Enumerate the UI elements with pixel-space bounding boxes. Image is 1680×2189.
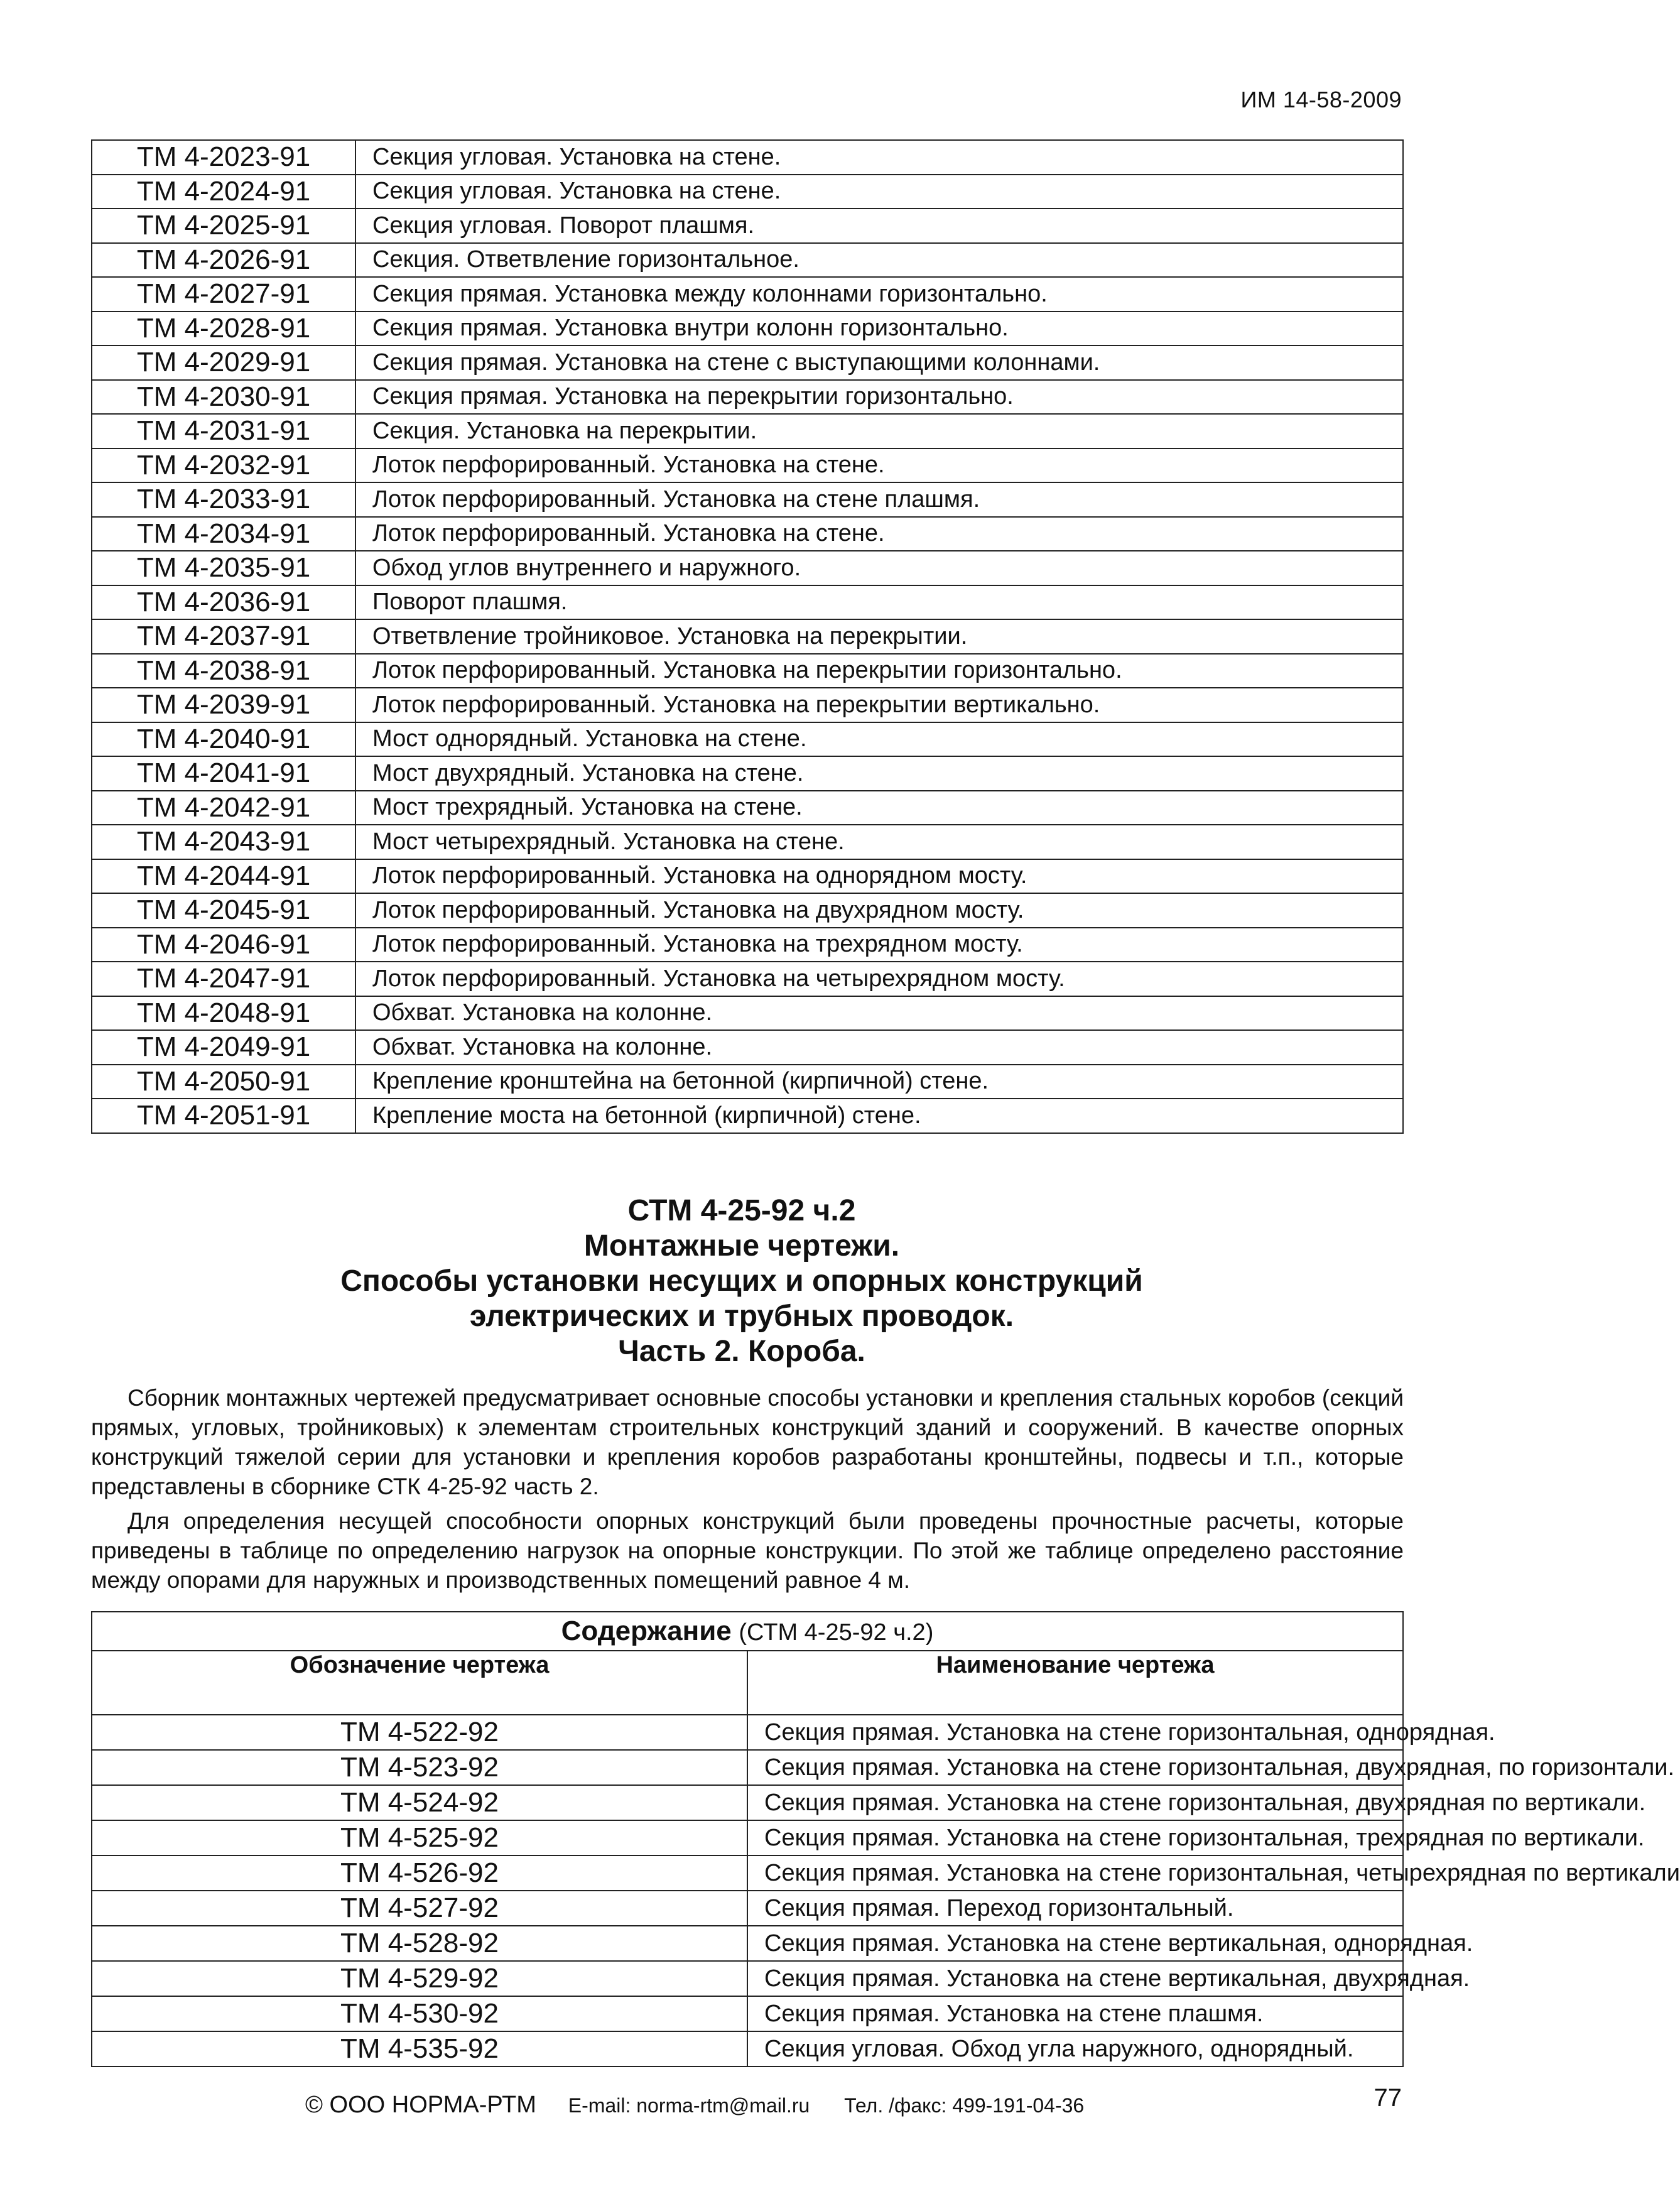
section-title-line: Монтажные чертежи.: [583, 1229, 900, 1263]
section-title-line: Часть 2. Короба.: [618, 1335, 865, 1368]
drawing-name-cell: Секция прямая. Установка на стене горизонтальная, четырехрядная по вертикали: [747, 1855, 1403, 1891]
footer-phone: Тел. /факс: 499-191-04-36: [844, 2094, 1085, 2117]
table-row: [92, 928, 1403, 962]
table-row: [92, 893, 1403, 928]
drawing-name-cell: Мост четырехрядный. Установка на стене.: [355, 825, 1403, 859]
drawing-name-cell: Секция. Ответвление горизонтальное.: [355, 243, 1403, 278]
table-row: [92, 2031, 1403, 2067]
table-row: [92, 380, 1403, 415]
section-title-line: Способы установки несущих и опорных конструкций: [340, 1264, 1143, 1298]
contents-table: [91, 1611, 1680, 2067]
drawing-name-cell: Мост трехрядный. Установка на стене.: [355, 791, 1403, 825]
table-row: [92, 1891, 1403, 1926]
drawing-code-cell: ТМ 4-527-92: [92, 1891, 747, 1926]
table-row: [92, 448, 1403, 483]
drawing-name-cell: Лоток перфорированный. Установка на четырехрядном мосту.: [355, 962, 1403, 996]
drawing-name-cell: Обхват. Установка на колонне.: [355, 1030, 1403, 1065]
drawing-code-cell: ТМ 4-2038-91: [92, 654, 355, 688]
drawing-name-cell: Лоток перфорированный. Установка на однорядном мосту.: [355, 859, 1403, 894]
drawing-name-cell: Секция угловая. Установка на стене.: [355, 175, 1403, 209]
table-row: [92, 962, 1403, 996]
footer-contacts: [305, 2092, 1084, 2119]
drawings-table-body: [92, 140, 1403, 1133]
drawing-code-cell: ТМ 4-2034-91: [92, 517, 355, 551]
table-row: [92, 1750, 1403, 1785]
table-row: [92, 243, 1403, 278]
drawing-code-cell: ТМ 4-535-92: [92, 2031, 747, 2067]
table-row: [92, 791, 1403, 825]
drawing-code-cell: ТМ 4-2047-91: [92, 962, 355, 996]
drawing-name-cell: Лоток перфорированный. Установка на трехрядном мосту.: [355, 928, 1403, 962]
drawing-name-cell: Лоток перфорированный. Установка на двухрядном мосту.: [355, 893, 1403, 928]
table-row: [92, 1961, 1403, 1996]
drawing-code-cell: ТМ 4-2042-91: [92, 791, 355, 825]
drawing-code-cell: ТМ 4-2051-91: [92, 1099, 355, 1133]
drawing-name-cell: Секция угловая. Обход угла наружного, однорядный.: [747, 2031, 1403, 2067]
drawing-code-cell: ТМ 4-2041-91: [92, 756, 355, 791]
table-row: [92, 140, 1403, 175]
drawing-code-cell: ТМ 4-2033-91: [92, 482, 355, 517]
drawing-name-cell: Поворот плашмя.: [355, 585, 1403, 620]
description-paragraph: Для определения несущей способности опорных конструкций были проведены прочностные расчеты, которые приведены в таблице по определению нагрузок на опорные конструкции. По этой же таблице определено расстояние между опорами для наружных и производственных помещений равное 4 м.: [91, 1508, 1404, 1593]
drawing-name-cell: Лоток перфорированный. Установка на стене.: [355, 517, 1403, 551]
footer-copyright: © ООО НОРМА-РТМ: [305, 2092, 536, 2118]
drawing-code-cell: ТМ 4-2031-91: [92, 414, 355, 448]
drawing-code-cell: ТМ 4-526-92: [92, 1855, 747, 1891]
drawing-code-cell: ТМ 4-523-92: [92, 1750, 747, 1785]
drawing-code-cell: ТМ 4-2032-91: [92, 448, 355, 483]
description-paragraph: Сборник монтажных чертежей предусматривает основные способы установки и крепления стальных коробов (секций прямых, угловых, тройниковых) к элементам строительных конструкций зданий и сооружений. В качестве опорных конструкций тяжелой серии для установки и крепления коробов разработаны кронштейны, подвесы и т.п., которые представлены в сборнике СТК 4-25-92 часть 2.: [91, 1385, 1404, 1499]
table-row: [92, 277, 1403, 312]
drawing-name-cell: Лоток перфорированный. Установка на стене плашмя.: [355, 482, 1403, 517]
table-row: [92, 1820, 1403, 1855]
table-row: [92, 175, 1403, 209]
drawing-code-cell: ТМ 4-2030-91: [92, 380, 355, 415]
drawing-code-cell: ТМ 4-2039-91: [92, 688, 355, 722]
drawing-code-cell: ТМ 4-2027-91: [92, 277, 355, 312]
drawing-code-cell: ТМ 4-2044-91: [92, 859, 355, 894]
section-title-line: СТМ 4-25-92 ч.2: [627, 1194, 856, 1227]
caption-subtitle: (СТМ 4-25-92 ч.2): [739, 1619, 934, 1646]
drawing-name-cell: Секция угловая. Установка на стене.: [355, 140, 1403, 175]
table-row: [92, 859, 1403, 894]
table-row: [92, 756, 1403, 791]
drawing-name-cell: Обхват. Установка на колонне.: [355, 996, 1403, 1031]
drawing-code-cell: ТМ 4-2037-91: [92, 619, 355, 654]
drawing-name-cell: Секция прямая. Установка между колоннами горизонтально.: [355, 277, 1403, 312]
drawing-code-cell: ТМ 4-528-92: [92, 1926, 747, 1961]
drawing-name-cell: Секция прямая. Установка на стене горизонтальная, двухрядная, по горизонтали.: [747, 1750, 1403, 1785]
table-row: [92, 619, 1403, 654]
drawing-name-cell: Крепление кронштейна на бетонной (кирпичной) стене.: [355, 1065, 1403, 1099]
table-row: [92, 1926, 1403, 1961]
drawing-name-cell: Лоток перфорированный. Установка на перекрытии горизонтально.: [355, 654, 1403, 688]
drawing-code-cell: ТМ 4-2025-91: [92, 209, 355, 243]
drawing-code-cell: ТМ 4-2045-91: [92, 893, 355, 928]
drawing-name-cell: Лоток перфорированный. Установка на перекрытии вертикально.: [355, 688, 1403, 722]
table-row: [92, 996, 1403, 1031]
drawing-code-cell: ТМ 4-2043-91: [92, 825, 355, 859]
drawing-name-cell: Секция прямая. Установка на стене горизонтальная, двухрядная по вертикали.: [747, 1785, 1403, 1820]
table-row: [92, 1996, 1403, 2031]
drawing-name-cell: Секция. Установка на перекрытии.: [355, 414, 1403, 448]
section-title-line: электрических и трубных проводок.: [469, 1300, 1014, 1333]
drawing-code-cell: ТМ 4-522-92: [92, 1715, 747, 1750]
contents-table-body: [92, 1715, 1680, 2067]
drawing-code-cell: ТМ 4-2049-91: [92, 1030, 355, 1065]
drawing-name-cell: Секция прямая. Установка внутри колонн горизонтально.: [355, 312, 1403, 346]
table-row: [92, 517, 1403, 551]
caption-title: Содержание: [561, 1616, 732, 1646]
drawing-name-cell: Секция прямая. Установка на стене вертикальная, однорядная.: [747, 1926, 1403, 1961]
drawing-code-cell: ТМ 4-2048-91: [92, 996, 355, 1031]
drawing-name-cell: Мост однорядный. Установка на стене.: [355, 722, 1403, 757]
drawing-code-cell: ТМ 4-2026-91: [92, 243, 355, 278]
table-row: [92, 482, 1403, 517]
footer-email: E-mail: norma-rtm@mail.ru: [568, 2094, 810, 2117]
table-row: [92, 722, 1403, 757]
table-row: [92, 654, 1403, 688]
drawing-name-cell: Секция прямая. Установка на стене с выступающими колоннами.: [355, 345, 1403, 380]
column-header-name: Наименование чертежа: [747, 1651, 1403, 1715]
drawing-name-cell: Секция прямая. Установка на перекрытии горизонтально.: [355, 380, 1403, 415]
page-number: 77: [1374, 2084, 1402, 2112]
drawing-code-cell: ТМ 4-525-92: [92, 1820, 747, 1855]
drawing-code-cell: ТМ 4-530-92: [92, 1996, 747, 2031]
table-row: [92, 825, 1403, 859]
column-header-code: Обозначение чертежа: [92, 1651, 747, 1715]
drawing-code-cell: ТМ 4-2040-91: [92, 722, 355, 757]
table-row: [92, 414, 1403, 448]
table-row: [92, 1785, 1403, 1820]
drawing-code-cell: ТМ 4-2024-91: [92, 175, 355, 209]
contents-table-caption: [92, 1612, 1403, 1651]
drawing-name-cell: Ответвление тройниковое. Установка на перекрытии.: [355, 619, 1403, 654]
table-row: [92, 1030, 1403, 1065]
drawing-code-cell: ТМ 4-2029-91: [92, 345, 355, 380]
drawing-name-cell: Секция прямая. Установка на стене вертикальная, двухрядная.: [747, 1961, 1403, 1996]
drawing-code-cell: ТМ 4-524-92: [92, 1785, 747, 1820]
table-row: [92, 1855, 1403, 1891]
drawing-code-cell: ТМ 4-2046-91: [92, 928, 355, 962]
section-title: [0, 1193, 1483, 1369]
drawing-name-cell: Обход углов внутреннего и наружного.: [355, 551, 1403, 585]
drawing-code-cell: ТМ 4-2050-91: [92, 1065, 355, 1099]
table-row: [92, 345, 1403, 380]
drawing-name-cell: Секция прямая. Установка на стене плашмя.: [747, 1996, 1403, 2031]
table-row: [92, 1715, 1403, 1750]
drawing-code-cell: ТМ 4-2035-91: [92, 551, 355, 585]
drawing-name-cell: Мост двухрядный. Установка на стене.: [355, 756, 1403, 791]
table-row: [92, 1065, 1403, 1099]
table-row: [92, 1099, 1403, 1133]
drawing-code-cell: ТМ 4-2036-91: [92, 585, 355, 620]
drawing-code-cell: ТМ 4-2023-91: [92, 140, 355, 175]
document-code: ИМ 14-58-2009: [1240, 87, 1402, 112]
drawings-table-part1: [91, 139, 1404, 1134]
drawing-code-cell: ТМ 4-529-92: [92, 1961, 747, 1996]
drawing-name-cell: Секция прямая. Переход горизонтальный.: [747, 1891, 1403, 1926]
drawing-code-cell: ТМ 4-2028-91: [92, 312, 355, 346]
drawing-name-cell: Секция прямая. Установка на стене горизонтальная, однорядная.: [747, 1715, 1403, 1750]
table-row: [92, 585, 1403, 620]
drawing-name-cell: Лоток перфорированный. Установка на стене.: [355, 448, 1403, 483]
drawing-name-cell: Крепление моста на бетонной (кирпичной) стене.: [355, 1099, 1403, 1133]
table-row: [92, 688, 1403, 722]
table-row: [92, 312, 1403, 346]
drawing-name-cell: Секция прямая. Установка на стене горизонтальная, трехрядная по вертикали.: [747, 1820, 1403, 1855]
drawing-name-cell: Секция угловая. Поворот плашмя.: [355, 209, 1403, 243]
table-row: [92, 209, 1403, 243]
table-row: [92, 551, 1403, 585]
